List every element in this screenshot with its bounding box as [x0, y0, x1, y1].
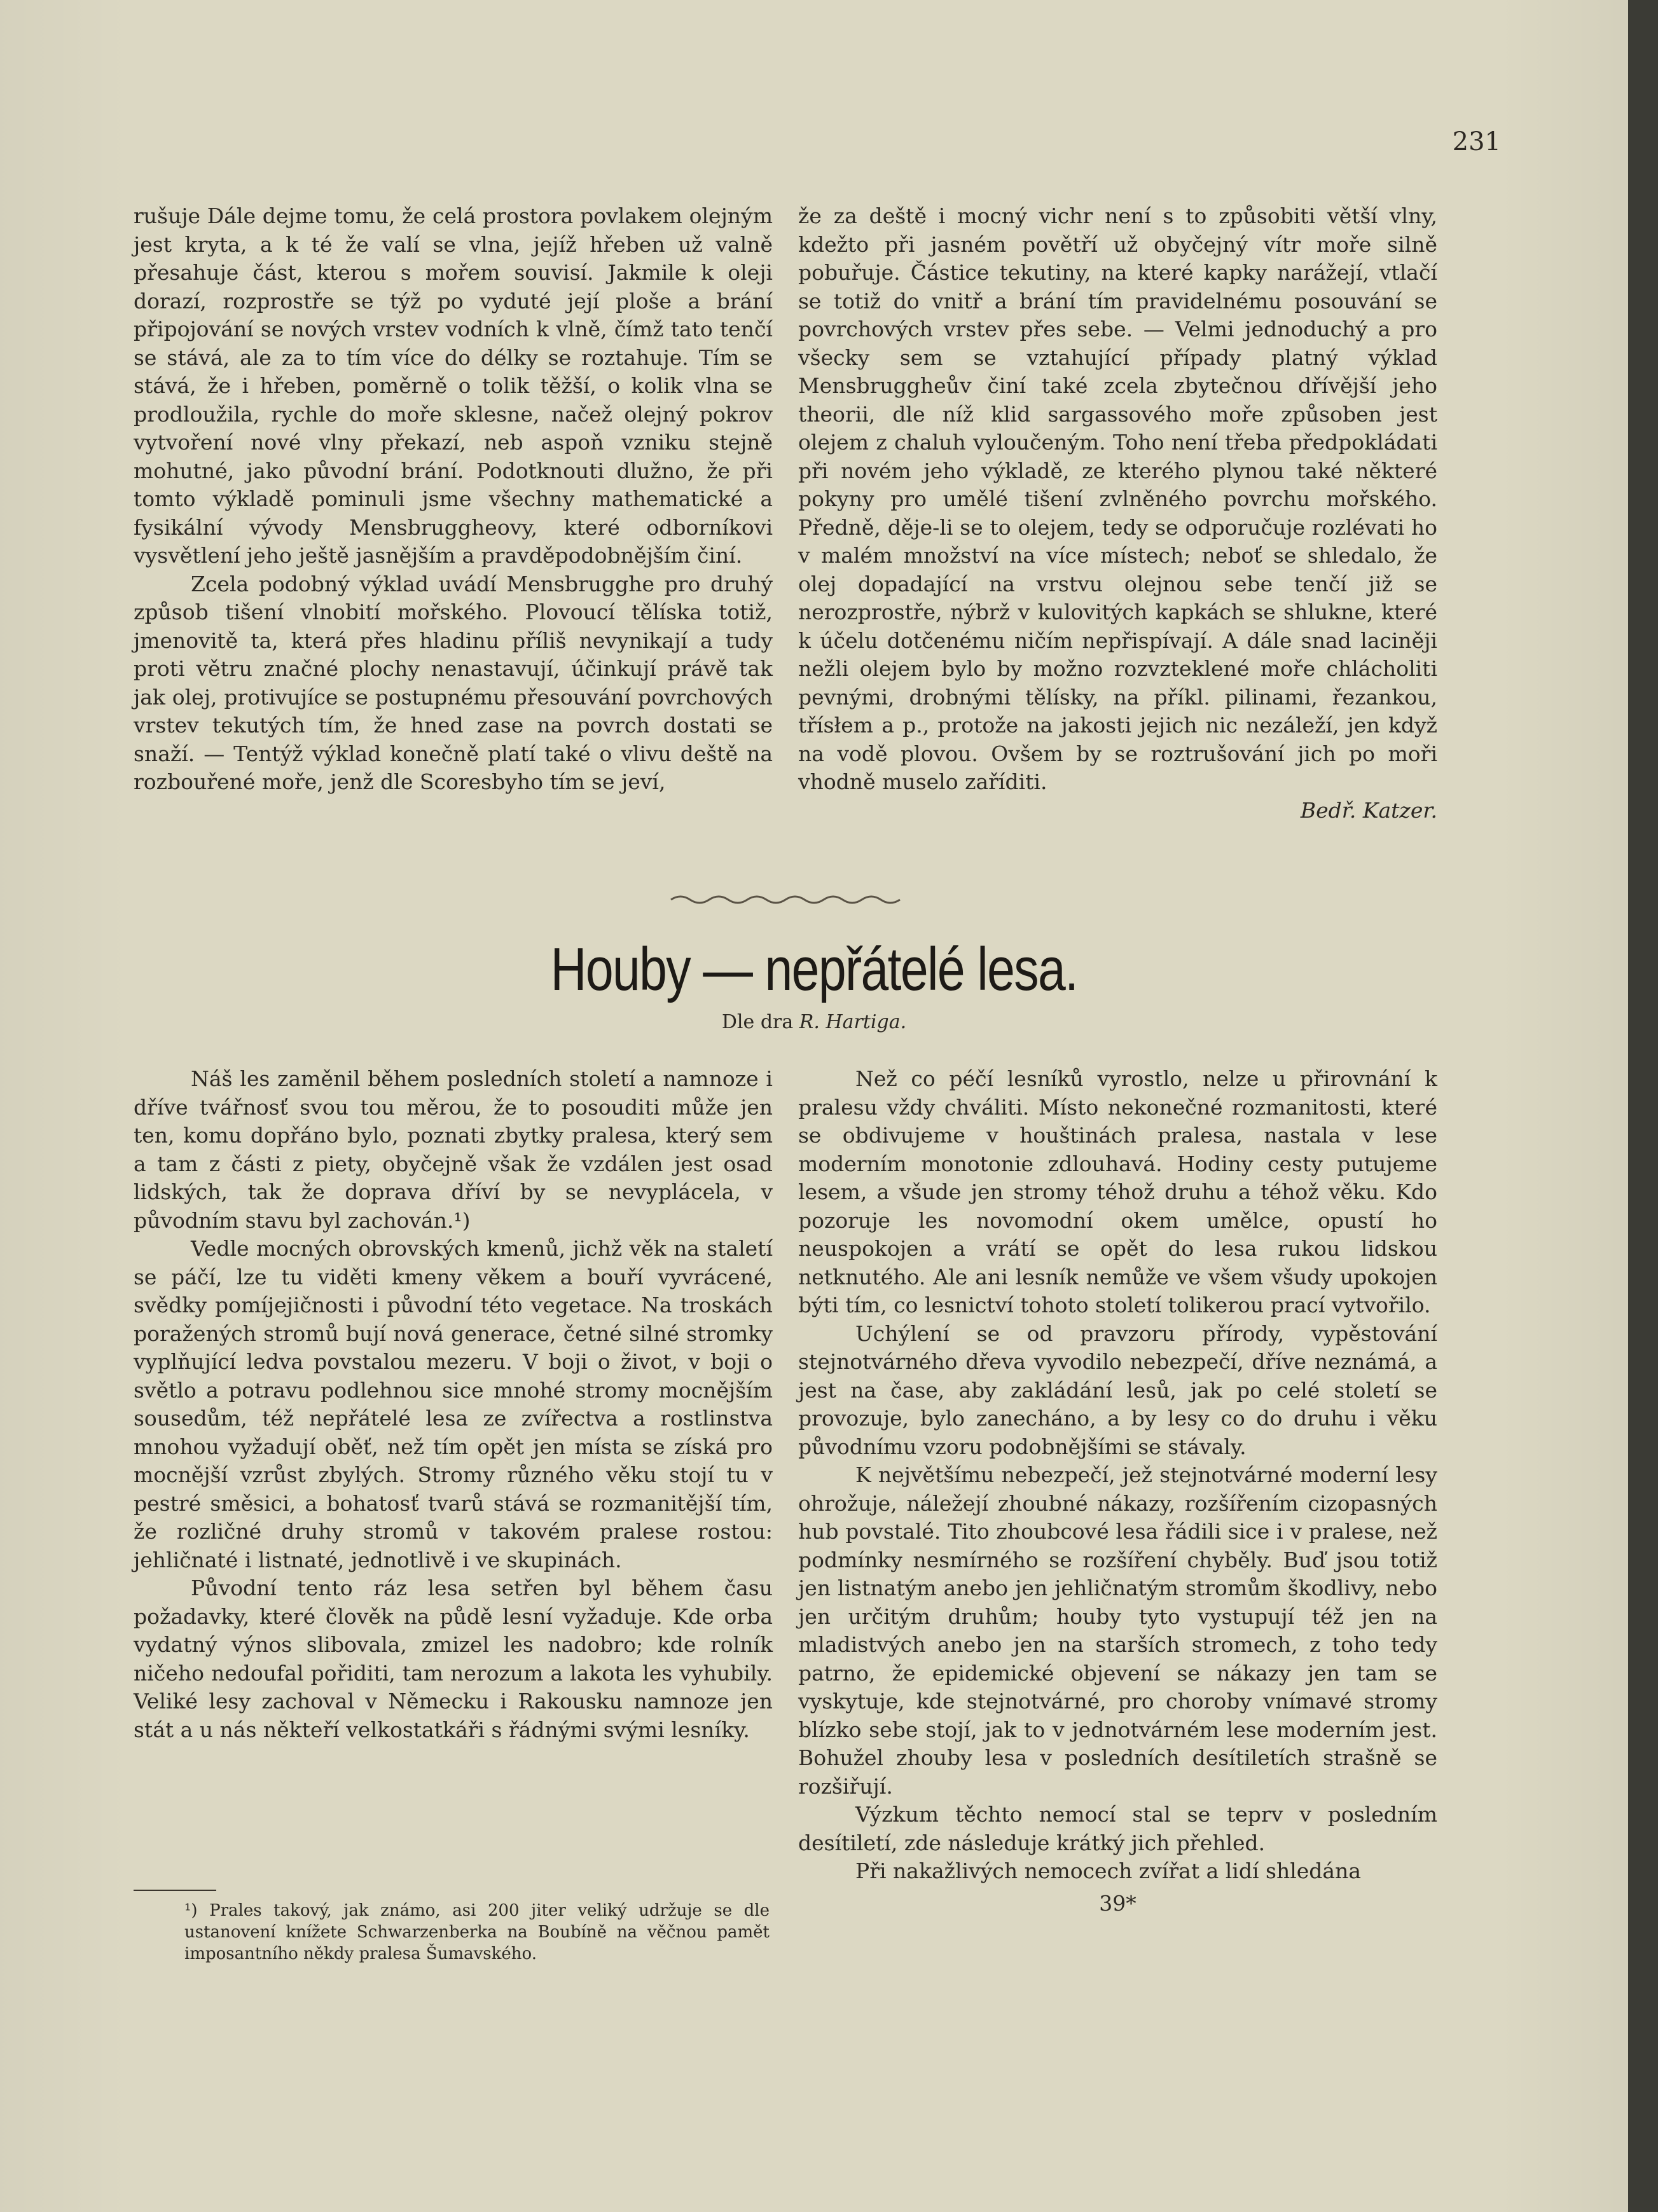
top-right-paragraph-1: že za deště i mocný vichr není s to způsobiti větší vlny, kdežto při jasném povětří už obyčejný vítr moře silně pobuřuje. Částice tekutiny, na které kapky narážejí, vtlačí se totiž do vnitř a brání tím pravidelnému posouvání se povrchových vrstev přes sebe. — Velmi jednoduchý a pro všecky sem se vztahující případy platný výklad Mensbruggheův činí také zcela zbytečnou dřívější jeho theorii, dle níž klid sargassového moře způsoben jest olejem z chaluh vyloučeným. Toho není třeba předpokládati při novém jeho výkladě, ze kterého plynou také některé pokyny pro umělé tišení zvlněného povrchu mořského. Předně, děje-li se to olejem, tedy se odporučuje rozlévati ho v malém množství na více místech; neboť se shledalo, že olej dopadající na vrstvu olejnou sebe tenčí již se nerozprostře, nýbrž v kulovitých kapkách se shlukne, které k účelu dotčenému ničím nepřispívají. A dále snad laciněji nežli olejem bylo by možno rozvzteklené moře chlácholiti pevnými, drobnými tělísky, na příkl. pilinami, řezankou, třísłem a p., protože na jakosti jejich nic nezáleží, jen když na vodě plovou. Ovšem by se roztrušování jich po moři vhodně muselo zaříditi. [798, 203, 1437, 794]
page-number: 231 [1452, 127, 1501, 156]
author-signature: Bedř. Katzer. [1300, 797, 1437, 823]
article-left-column [134, 1065, 773, 1744]
article-right-paragraph-4: Výzkum těchto nemocí stal se teprv v posledním desítiletí, zde následuje krátký jich přehled. [798, 1802, 1437, 1855]
ornamental-divider [668, 890, 903, 909]
top-left-column [134, 202, 773, 797]
footnote: ¹) Prales takový, jak známo, asi 200 jiter veliký udržuje se dle ustanovení knížete Schwarzenberka na Boubíně na věčnou pamět imposantního někdy pralesa Šumavského. [184, 1901, 770, 1963]
article-left-paragraph-3: Původní tento ráz lesa setřen byl během času požadavky, které člověk na půdě lesní vyžaduje. Kde orba vydatný výnos slibovala, zmizel les nadobro; kde rolník ničeho nedoufal pořiditi, tam nerozum a lakota les vyhubily. Veliké lesy zachoval v Německu i Rakousku namnoze jen stát a u nás někteří velkostatkáři s řádnými svými lesníky. [134, 1576, 773, 1742]
top-left-paragraph-1: rušuje Dále dejme tomu, že celá prostora povlakem olejným jest kryta, a k té že valí se vlna, jejíž hřeben už valně přesahuje část, kterou s mořem souvisí. Jakmile k oleji dorazí, rozprostře se týž po vyduté její ploše a brání připojování se nových vrstev vodních k vlně, čímž tato tenčí se stává, ale za to tím více do délky se roztahuje. Tím se stává, že i hřeben, poměrně o tolik těžší, o kolik vlna se prodloužila, rychle do moře sklesne, načež olejný pokrov vytvoření nové vlny překazí, neb aspoň vzniku stejně mohutné, jako původní brání. Podotknouti dlužno, že při tomto výkladě pominuli jsme všechny mathematické a fysikální vývody Mensbruggheovy, které odborníkovi vysvětlení jeho ještě jasnějším a pravděpodobnějším činí. [134, 203, 773, 568]
article-left-paragraph-2: Vedle mocných obrovských kmenů, jichž věk na staletí se páčí, lze tu viděti kmeny věkem a bouří vyvrácené, svědky pomíjejičnosti i původní této vegetace. Na troskách poražených stromů bují nová generace, četné silné stromky vyplňující ledva povstalou mezeru. V boji o život, v boji o světlo a potravu podlehnou sice mnohé stromy mocnějším sousedům, též nepřátelé lesa ze zvířectva a rostlinstva mnohou vyžadují oběť, než tím opět jen místa se získá pro mocnější vzrůst zbylých. Stromy různého věku stojí tu v pestré směsici, a bohatosť tvarů stává se rozmanitější tím, že rozličné druhy stromů v takovém pralese rostou: jehličnaté i listnaté, jednotlivě i ve skupinách. [134, 1236, 773, 1572]
top-right-column [798, 202, 1437, 825]
sheet-signature: 39* [1099, 1890, 1136, 1916]
article-right-paragraph-1: Než co péčí lesníků vyrostlo, nelze u přirovnání k pralesu vždy chváliti. Místo nekonečné rozmanitosti, které se obdivujeme v houštinách pralesa, nastala v lese moderním monotonie zdlouhavá. Hodiny cesty putujeme lesem, a všude jen stromy téhož druhu a téhož věku. Kdo pozoruje les novomodní okem umělce, opustí ho neuspokojen a vrátí se opět do lesa rukou lidskou netknutého. Ale ani lesník nemůže ve všem všudy upokojen býti tím, co lesnictví tohoto století tolikerou prací vytvořilo. [798, 1066, 1437, 1317]
article-right-paragraph-2: Uchýlení se od pravzoru přírody, vypěstování stejnotvárného dřeva vyvodilo nebezpečí, dříve neznámá, a jest na čase, aby zakládání lesů, jak po celé století se provozuje, bylo zanecháno, a by lesy co do druhu i věku původnímu vzoru podobnějšími se stávaly. [798, 1321, 1437, 1459]
subtitle-prefix: Dle dra [721, 1011, 794, 1033]
article-right-paragraph-3: K největšímu nebezpečí, jež stejnotvárné moderní lesy ohrožuje, náležejí zhoubné nákazy, rozšířením cizopasných hub povstalé. Tito zhoubcové lesa řádili sice i v pralese, než podmínky nesmírného se rozšíření chyběly. Buď jsou totiž jen listnatým anebo jen jehličnatým stromům škodlivy, nebo jen určitým druhům; houby tyto vystupují též jen na mladistvých anebo jen na starších stromech, z toho tedy patrno, že epidemické objevení se nákazy jen tam se vyskytuje, kde stejnotvárné, pro choroby vnímavé stromy blízko sebe stojí, jak to v jednotvárném lese moderním jest. Bohužel zhouby lesa v posledních desítiletích strašně se rozšiřují. [798, 1462, 1437, 1799]
article-right-column [798, 1065, 1437, 1918]
top-left-paragraph-2: Zcela podobný výklad uvádí Mensbrugghe pro druhý způsob tišení vlnobití mořského. Plovoucí tělíska totiž, jmenovitě ta, která přes hladinu příliš nevynikají a tudy proti větru značné plochy nenastavují, účinkují právě tak jak olej, protivujíce se postupnému přesouvání povrchových vrstev tekutých tím, že hned zase na povrch dostati se snaží. — Tentýž výklad konečně platí také o vlivu deště na rozbouřené moře, jenž dle Scoresbyho tím se jeví, [134, 571, 773, 794]
subtitle-author: R. Hartiga. [799, 1011, 907, 1033]
article-left-paragraph-1: Náš les zaměnil během posledních století a namnoze i dříve tvářnosť svou tou měrou, že to posouditi může jen ten, komu dopřáno bylo, poznati zbytky pralesa, který sem a tam z části z piety, obyčejně však že vzdálen jest osad lidských, tak že doprava dříví by se nevyplácela, v původním stavu byl zachován.¹) [134, 1066, 773, 1233]
footnote-rule [134, 1890, 216, 1891]
article-subtitle [0, 1011, 1628, 1033]
article-title: Houby — nepřátelé lesa. [550, 935, 1078, 1003]
article-right-paragraph-5: Při nakažlivých nemocech zvířat a lidí shledána [855, 1858, 1362, 1883]
